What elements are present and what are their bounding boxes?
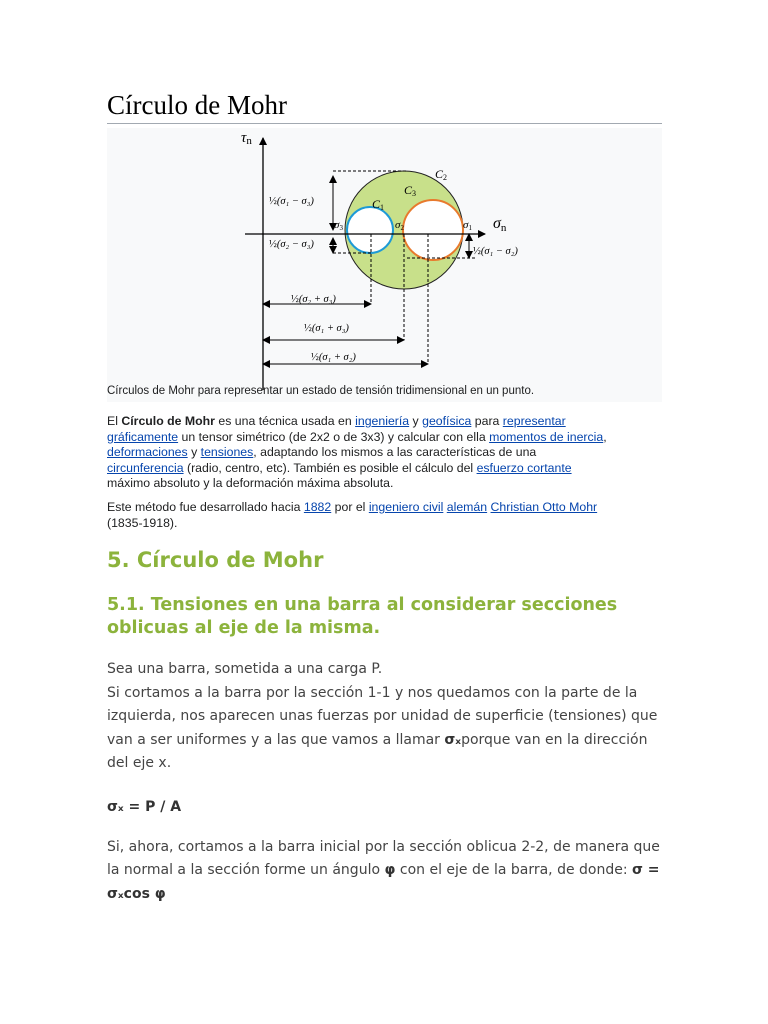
phi-symbol: φ: [384, 862, 396, 879]
formula: σₓ = P / A: [107, 799, 182, 815]
label-sigma1: σ1: [463, 219, 472, 232]
link-ingeniero-civil[interactable]: ingeniero civil: [368, 500, 444, 514]
text: Si cortamos a la barra por la sección 1-1 y nos quedamos con la parte de la izquierda, nos aparecen unas fuerzas por unidad de superficie (tensiones) que van a ser uniformes y a las que vamos a llamar: [107, 685, 658, 748]
circle-c3: [403, 200, 463, 260]
title-divider: [107, 123, 662, 124]
dim-label-mid-left: ½(σ₂ − σ₃): [269, 239, 314, 250]
body-paragraph-2: [107, 682, 667, 775]
figure-box: [107, 128, 662, 402]
link-esfuerzo-cortante[interactable]: esfuerzo cortante: [476, 460, 572, 475]
section-heading: 5. Círculo de Mohr: [107, 548, 324, 572]
text: El: [107, 414, 122, 428]
label-c1: C1: [372, 197, 385, 212]
text: máximo absoluto y la deformación máxima absoluta.: [107, 476, 394, 490]
figure-caption: Círculos de Mohr para representar un estado de tensión tridimensional en un punto.: [107, 385, 535, 397]
text: y: [409, 414, 423, 428]
text: para: [471, 414, 503, 428]
link-circunferencia[interactable]: circunferencia: [107, 460, 184, 475]
formula-line: [107, 796, 667, 819]
text: porque van en la dirección del eje x.: [107, 731, 648, 771]
text: ,: [603, 429, 607, 444]
bold-term: Círculo de Mohr: [121, 414, 215, 428]
label-sigma2: σ2: [395, 219, 404, 232]
body-paragraph-1: Sea una barra, sometida a una carga P.: [107, 661, 383, 677]
dim-label-b2: ½(σ₁ + σ₃): [304, 323, 349, 334]
text: Si, ahora, cortamos a la barra inicial por la sección oblicua 2-2, de manera que la normal a la sección forme un ángulo: [107, 839, 660, 879]
history-paragraph: [107, 500, 607, 531]
link-aleman[interactable]: alemán: [446, 500, 488, 514]
intro-paragraph: [107, 414, 607, 492]
text: (radio, centro, etc). También es posible el cálculo del: [183, 460, 477, 475]
circle-c1: [347, 207, 393, 253]
sigma-formula: σ = σₓcos φ: [107, 862, 660, 902]
text: por el: [331, 500, 369, 514]
link-christian-otto-mohr[interactable]: Christian Otto Mohr: [490, 500, 598, 514]
text: Este método fue desarrollado hacia: [107, 500, 304, 514]
link-tensiones[interactable]: tensiones: [200, 445, 254, 459]
text: es una técnica usada en: [214, 414, 356, 428]
body-paragraph-3: [107, 836, 667, 906]
text: y: [187, 445, 201, 459]
dim-label-top-left: ½(σ₁ − σ₃): [269, 196, 314, 207]
label-sigma3: σ3: [334, 219, 343, 232]
link-ingenieria[interactable]: ingeniería: [355, 414, 410, 428]
subsection-heading: 5.1. Tensiones en una barra al considerar secciones oblicuas al eje de la misma.: [107, 595, 618, 638]
link-momentos-de-inercia[interactable]: momentos de inercia: [489, 429, 604, 444]
text: , adaptando los mismos a las características de una: [253, 445, 537, 459]
axis-y-label: τn: [241, 130, 252, 147]
text: (1835-1918).: [107, 515, 178, 530]
sigma-x: σₓ: [444, 731, 462, 748]
link-representar-graficamente[interactable]: representar gráficamente: [107, 414, 566, 444]
dim-label-right: ½(σ₁ − σ₂): [473, 246, 518, 257]
text: un tensor simétrico (de 2x2 o de 3x3) y calcular con ella: [178, 429, 490, 444]
link-deformaciones[interactable]: deformaciones: [107, 445, 188, 459]
link-geofisica[interactable]: geofísica: [422, 414, 472, 428]
text: con el eje de la barra, de donde:: [395, 862, 633, 879]
dim-label-b3: ½(σ₁ + σ₂): [311, 352, 356, 363]
axis-x-label: σn: [493, 215, 507, 234]
label-c2: C2: [435, 167, 448, 182]
label-c3: C3: [404, 183, 417, 198]
link-1882[interactable]: 1882: [303, 500, 332, 514]
page-title: Círculo de Mohr: [107, 90, 287, 120]
dim-label-b1: ½(σ₂ + σ₃): [291, 294, 336, 305]
mohr-diagram: [107, 128, 662, 402]
